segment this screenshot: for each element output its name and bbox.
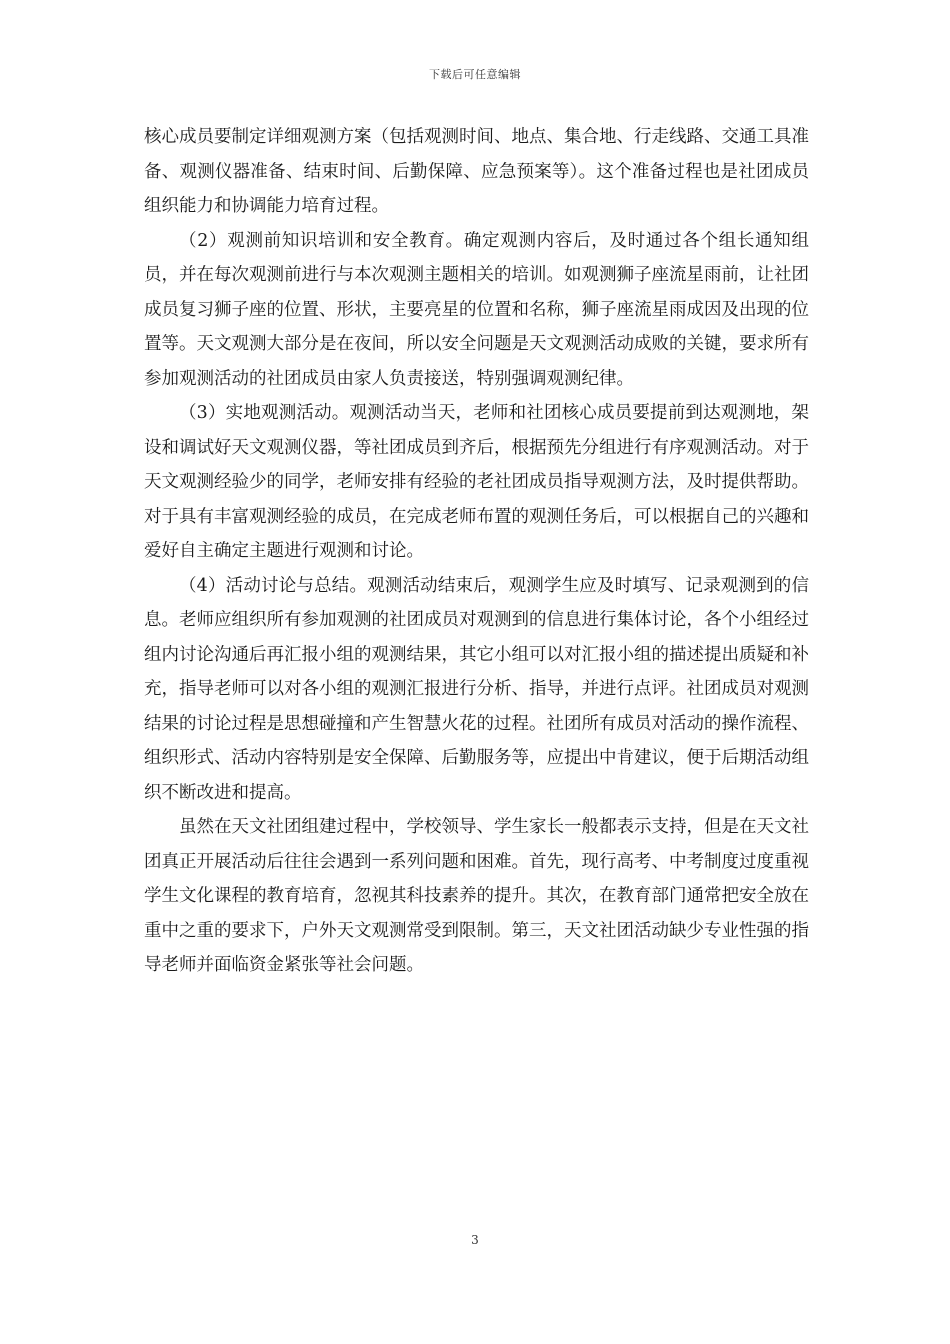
paragraph-challenges: 虽然在天文社团组建过程中，学校领导、学生家长一般都表示支持，但是在天文社团真正开展活动后往往会遇到一系列问题和困难。首先，现行高考、中考制度过度重视学生文化课程的教育培育，忽视其科技素养的提升。其次，在教育部门通常把安全放在重中之重的要求下，户外天文观测常受到限制。第三，天文社团活动缺少专业性强的指导老师并面临资金紧张等社会问题。	[144, 817, 809, 975]
page-header: 下载后可任意编辑	[429, 68, 521, 81]
paragraph-observation: （3）实地观测活动。观测活动当天，老师和社团核心成员要提前到达观测地，架设和调试好天文观测仪器，等社团成员到齐后，根据预先分组进行有序观测活动。对于天文观测经验少的同学，老师安排有经验的老社团成员指导观测方法，及时提供帮助。对于具有丰富观测经验的成员，在完成老师布置的观测任务后，可以根据自己的兴趣和爱好自主确定主题进行观测和讨论。	[144, 403, 809, 561]
paragraph-discussion: （4）活动讨论与总结。观测活动结束后，观测学生应及时填写、记录观测到的信息。老师应组织所有参加观测的社团成员对观测到的信息进行集体讨论，各个小组经过组内讨论沟通后再汇报小组的观测结果，其它小组可以对汇报小组的描述提出质疑和补充，指导老师可以对各小组的观测汇报进行分析、指导，并进行点评。社团成员对观测结果的讨论过程是思想碰撞和产生智慧火花的过程。社团所有成员对活动的操作流程、组织形式、活动内容特别是安全保障、后勤服务等，应提出中肯建议，便于后期活动组织不断改进和提高。	[144, 575, 809, 803]
document-body	[144, 120, 809, 983]
paragraph-training: （2）观测前知识培训和安全教育。确定观测内容后，及时通过各个组长通知组员，并在每次观测前进行与本次观测主题相关的培训。如观测狮子座流星雨前，让社团成员复习狮子座的位置、形状，主要亮星的位置和名称，狮子座流星雨成因及出现的位置等。天文观测大部分是在夜间，所以安全问题是天文观测活动成败的关键，要求所有参加观测活动的社团成员由家人负责接送，特别强调观测纪律。	[144, 230, 809, 389]
page-number: 3	[471, 1233, 479, 1247]
paragraph-continuation: 核心成员要制定详细观测方案（包括观测时间、地点、集合地、行走线路、交通工具准备、观测仪器准备、结束时间、后勤保障、应急预案等）。这个准备过程也是社团成员组织能力和协调能力培育过程。	[144, 127, 809, 216]
